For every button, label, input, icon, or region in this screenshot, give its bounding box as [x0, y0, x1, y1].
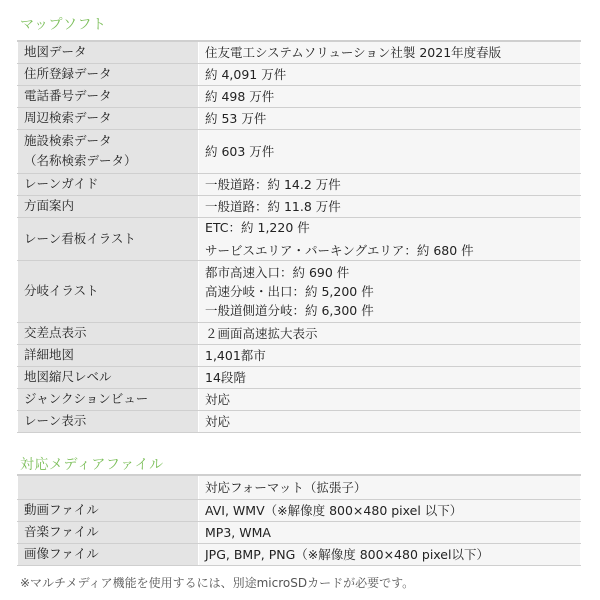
row-value: [199, 499, 581, 521]
table-row: [18, 195, 581, 217]
row-value: [199, 521, 581, 543]
row-value: [199, 217, 581, 260]
row-value: [199, 107, 581, 129]
value-line: 住友電工システムソリューション社製 2021年度春版: [205, 44, 502, 60]
value-line: 対応フォーマット（拡張子）: [205, 479, 367, 495]
value-line: 約 603 万件: [205, 143, 275, 159]
row-value: [199, 41, 581, 63]
row-label: レーン看板イラスト: [18, 217, 199, 260]
value-line: 約 53 万件: [205, 110, 267, 126]
value-line: 対応: [205, 413, 231, 429]
section-title-media-files: 対応メディアファイル: [20, 457, 164, 473]
row-value: [199, 410, 581, 432]
row-label: 施設検索データ （名称検索データ）: [18, 129, 199, 173]
value-line: 約 498 万件: [205, 88, 275, 104]
value-line: ETC：約 1,220 件: [205, 219, 310, 235]
table-row: [18, 260, 581, 322]
row-value: [199, 388, 581, 410]
value-line: 14段階: [205, 369, 246, 385]
row-label: [18, 475, 199, 499]
row-value: [199, 173, 581, 195]
row-value: [199, 85, 581, 107]
value-line: MP3, WMA: [205, 524, 271, 540]
row-label: 周辺検索データ: [18, 107, 199, 129]
value-line: 高速分岐・出口：約 5,200 件: [205, 283, 374, 299]
table-row: [18, 366, 581, 388]
table-row: [18, 41, 581, 63]
table-row: [18, 217, 581, 260]
row-label: 画像ファイル: [18, 543, 199, 565]
row-label: 音楽ファイル: [18, 521, 199, 543]
row-label: レーンガイド: [18, 173, 199, 195]
row-value: [199, 195, 581, 217]
table-row: [18, 173, 581, 195]
map-software-table: [17, 40, 581, 433]
table-row: [18, 499, 581, 521]
row-value: [199, 129, 581, 173]
value-line: 約 4,091 万件: [205, 66, 287, 82]
value-line: 対応: [205, 391, 231, 407]
value-line: 一般道側道分岐：約 6,300 件: [205, 302, 374, 318]
row-label: レーン表示: [18, 410, 199, 432]
value-line: 一般道路：約 14.2 万件: [205, 176, 341, 192]
row-label: 動画ファイル: [18, 499, 199, 521]
row-label: ジャンクションビュー: [18, 388, 199, 410]
row-value: [199, 475, 581, 499]
row-value: [199, 322, 581, 344]
row-value: [199, 63, 581, 85]
row-value: [199, 366, 581, 388]
table-row: [18, 107, 581, 129]
table-row: [18, 521, 581, 543]
table-row: [18, 129, 581, 173]
table-row: [18, 344, 581, 366]
table-row: [18, 322, 581, 344]
value-line: サービスエリア・パーキングエリア：約 680 件: [205, 242, 474, 258]
row-label: 交差点表示: [18, 322, 199, 344]
row-label: 方面案内: [18, 195, 199, 217]
row-label: 分岐イラスト: [18, 260, 199, 322]
table-row: [18, 388, 581, 410]
table-row: [18, 475, 581, 499]
media-files-table: [17, 474, 581, 566]
value-line: 1,401都市: [205, 347, 266, 363]
row-label: 住所登録データ: [18, 63, 199, 85]
row-value: [199, 344, 581, 366]
section-title-map-software: マップソフト: [20, 17, 107, 33]
row-value: [199, 260, 581, 322]
value-line: 一般道路：約 11.8 万件: [205, 198, 341, 214]
table-row: [18, 543, 581, 565]
row-label: 地図縮尺レベル: [18, 366, 199, 388]
row-label: 詳細地図: [18, 344, 199, 366]
footnote: ※マルチメディア機能を使用するには、別途microSDカードが必要です。: [20, 576, 415, 590]
value-line: ２画面高速拡大表示: [205, 325, 318, 341]
table-row: [18, 410, 581, 432]
row-label: 地図データ: [18, 41, 199, 63]
value-line: 都市高速入口：約 690 件: [205, 264, 350, 280]
table-row: [18, 85, 581, 107]
value-line: AVI, WMV（※解像度 800×480 pixel 以下）: [205, 502, 463, 518]
row-value: [199, 543, 581, 565]
table-row: [18, 63, 581, 85]
row-label: 電話番号データ: [18, 85, 199, 107]
value-line: JPG, BMP, PNG（※解像度 800×480 pixel以下）: [205, 546, 489, 562]
